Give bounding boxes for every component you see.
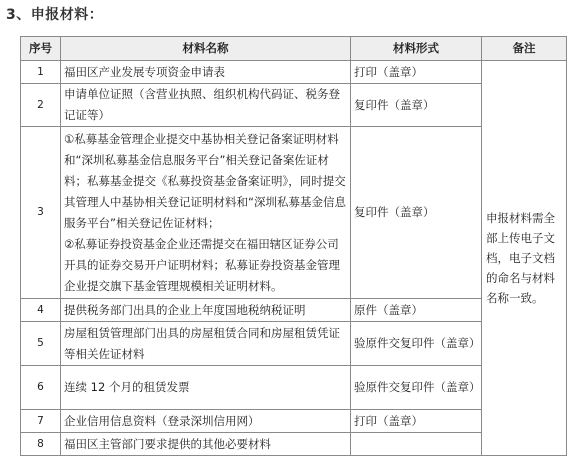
row-material-name xyxy=(61,61,351,84)
row-material-name xyxy=(61,366,351,410)
header-index: 序号 xyxy=(21,37,61,61)
row-material-name xyxy=(61,299,351,322)
row-material-form: 原件（盖章） xyxy=(351,299,482,322)
row-index: 3 xyxy=(21,127,61,299)
table-header-row xyxy=(21,37,567,61)
row-material-form: 验原件交复印件（盖章） xyxy=(351,322,482,366)
row-material-form: 验原件交复印件（盖章） xyxy=(351,366,482,410)
note-cell: 申报材料需全部上传电子文档，电子文档的命名与材料名称一致。 xyxy=(482,61,567,456)
row-index: 4 xyxy=(21,299,61,322)
header-name: 材料名称 xyxy=(61,37,351,61)
row-material-form: 打印（盖章） xyxy=(351,410,482,433)
row-index: 6 xyxy=(21,366,61,410)
row-material-name xyxy=(61,84,351,127)
section-heading: 3、申报材料： xyxy=(6,7,104,23)
row-material-form: 复印件（盖章） xyxy=(351,127,482,299)
row-index: 5 xyxy=(21,322,61,366)
row-index: 8 xyxy=(21,433,61,456)
header-form: 材料形式 xyxy=(351,37,482,61)
material-text: 提供税务部门出具的企业上年度国地税纳税证明 xyxy=(64,302,306,317)
table-row xyxy=(21,61,567,84)
row-material-form xyxy=(351,433,482,456)
material-text: ②私募证券投资基金企业还需提交在福田辖区证券公司开具的证券交易开户证明材料；私募证券投资基金管理企业提交旗下基金管理规模相关证明材料。 xyxy=(64,236,340,293)
row-material-form: 打印（盖章） xyxy=(351,61,482,84)
material-text: 企业信用信息资料（登录深圳信用网） xyxy=(64,413,260,428)
material-text: 福田区产业发展专项资金申请表 xyxy=(64,64,225,79)
row-material-name xyxy=(61,433,351,456)
material-text: 房屋租赁管理部门出具的房屋租赁合同和房屋租赁凭证等相关佐证材料 xyxy=(64,325,340,361)
materials-table xyxy=(20,36,567,456)
row-material-form: 复印件（盖章） xyxy=(351,84,482,127)
material-text: 连续 12 个月的租赁发票 xyxy=(64,380,190,394)
material-text: 福田区主管部门要求提供的其他必要材料 xyxy=(64,436,271,451)
material-text: 申请单位证照（含营业执照、组织机构代码证、税务登记证等） xyxy=(64,87,340,122)
row-index: 1 xyxy=(21,61,61,84)
row-index: 2 xyxy=(21,84,61,127)
row-index: 7 xyxy=(21,410,61,433)
row-material-name xyxy=(61,127,351,299)
row-material-name xyxy=(61,410,351,433)
material-text: ①私募基金管理企业提交中基协相关登记备案证明材料和“深圳私募基金信息服务平台”相关登记备案佐证材料；私募基金提交《私募投资基金备案证明》，同时提交其管理人中基协相关登记证明材料和“深圳私募基金信息服务平台”相关登记佐证材料； xyxy=(64,131,346,230)
row-material-name xyxy=(61,322,351,366)
header-note: 备注 xyxy=(482,37,567,61)
